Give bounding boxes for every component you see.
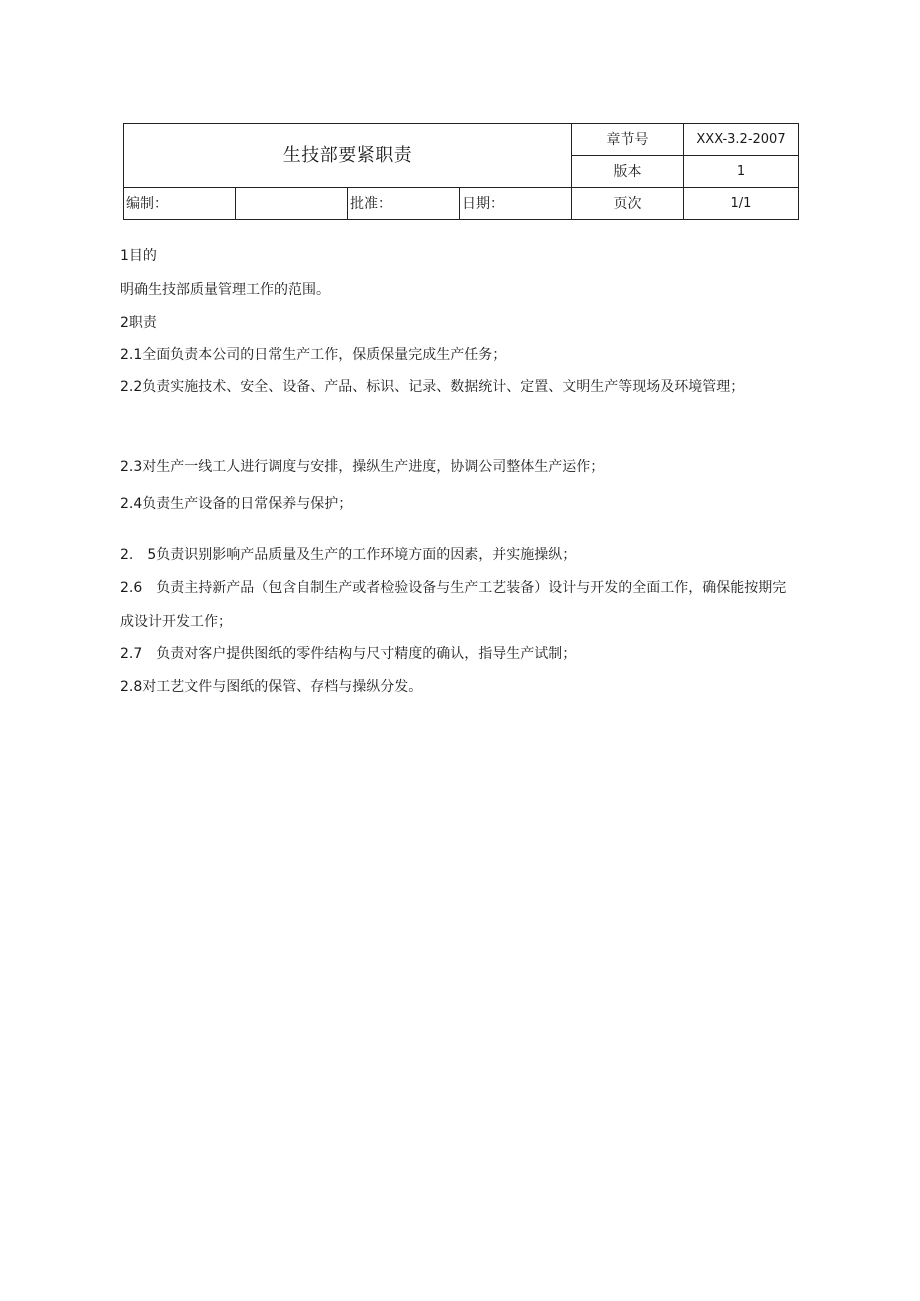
document-title: 生技部要紧职责 <box>124 124 572 188</box>
duty-item-2-5: 2. 5负责识别影响产品质量及生产的工作环境方面的因素，并实施操纵； <box>120 547 577 563</box>
document-header-table <box>123 123 799 220</box>
duty-item-2-3: 2.3对生产一线工人进行调度与安排，操纵生产进度，协调公司整体生产运作； <box>120 459 605 475</box>
duty-item-2-6: 2.6 负责主持新产品（包含自制生产或者检验设备与生产工艺装备）设计与开发的全面工作，确保能按期完成设计开发工作； <box>120 580 787 630</box>
chapter-value: XXX-3.2-2007 <box>684 124 799 156</box>
editor-label: 编制： <box>124 188 236 220</box>
duty-item-2-2: 2.2负责实施技术、安全、设备、产品、标识、记录、数据统计、定置、文明生产等现场及环境管理； <box>120 379 745 395</box>
duty-item-2-1: 2.1全面负责本公司的日常生产工作，保质保量完成生产任务； <box>120 347 507 363</box>
duty-item-2-4: 2.4负责生产设备的日常保养与保护； <box>120 496 353 512</box>
version-label: 版本 <box>572 156 684 188</box>
page-label: 页次 <box>572 188 684 220</box>
duty-item-2-7: 2.7 负责对客户提供图纸的零件结构与尺寸精度的确认，指导生产试制； <box>120 646 577 662</box>
duty-item-2-8: 2.8对工艺文件与图纸的保管、存档与操纵分发。 <box>120 679 423 695</box>
editor-value <box>236 188 348 220</box>
date-label: 日期： <box>460 188 572 220</box>
section-2-heading: 2职责 <box>120 315 157 331</box>
section-1-heading: 1目的 <box>120 248 157 264</box>
section-1-text: 明确生技部质量管理工作的范围。 <box>120 282 330 298</box>
approver-label: 批准： <box>348 188 460 220</box>
chapter-label: 章节号 <box>572 124 684 156</box>
page-value: 1/1 <box>684 188 799 220</box>
version-value: 1 <box>684 156 799 188</box>
